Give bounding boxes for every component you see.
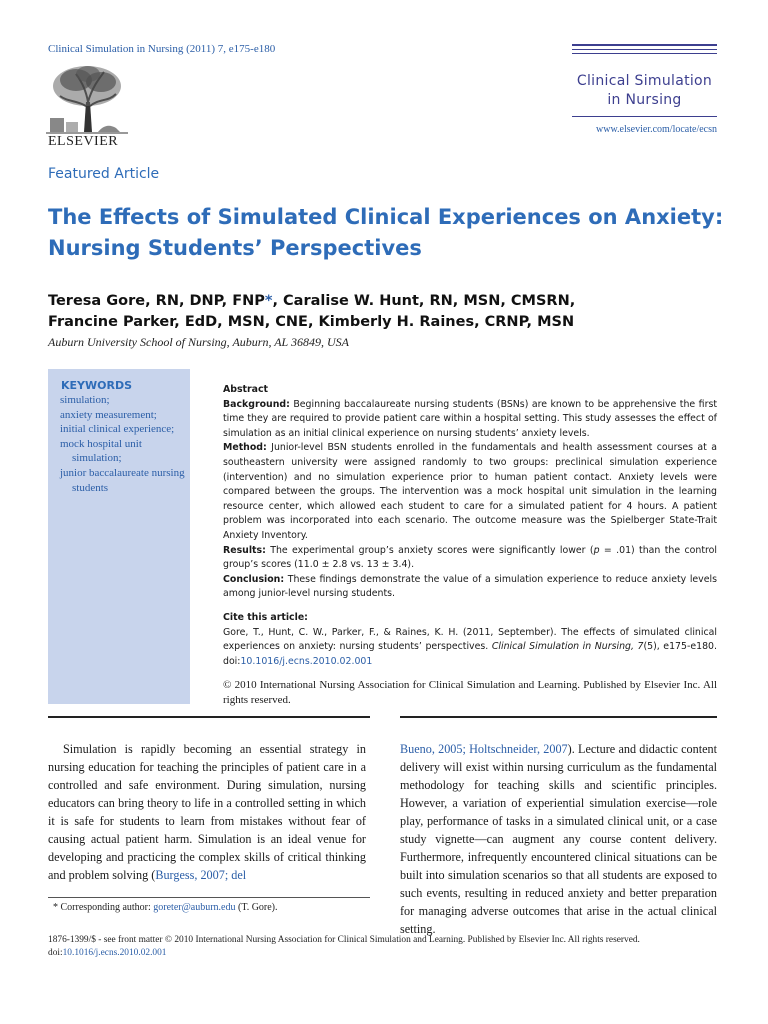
journal-brand-line2: in Nursing [607, 92, 682, 108]
keywords-heading: KEYWORDS [61, 379, 133, 392]
citation-text: Gore, T., Hunt, C. W., Parker, F., & Raines, K. H. (2011, September). The effects of simulated clinical experiences on anxiety: nursing students’ perspectives. [223, 626, 717, 653]
footnote-text: (T. Gore). [235, 902, 278, 913]
publisher-name: ELSEVIER [48, 134, 119, 149]
doi-prefix: doi: [48, 948, 63, 958]
reference-link[interactable]: Bueno, 2005; Holtschneider, 2007 [400, 742, 568, 756]
section-label: Background: [223, 398, 290, 410]
section-text: These findings demonstrate the value of a simulation experience to reduce anxiety levels among junior-level nursing students. [223, 573, 717, 600]
author-line: Francine Parker, EdD, MSN, CNE, Kimberly H. Raines, CRNP, MSN [48, 314, 575, 330]
body-column-right [400, 740, 717, 938]
abstract-heading: Abstract [223, 384, 269, 395]
elsevier-tree-logo [46, 62, 128, 134]
citation-text: (5), e175-e180. doi: [223, 641, 717, 667]
abstract-results [223, 544, 717, 573]
section-label: Conclusion: [223, 573, 285, 585]
keyword-item[interactable]: simulation; [60, 394, 110, 406]
author-names: , Caralise W. Hunt, RN, MSN, CMSRN, [272, 293, 576, 309]
journal-brand [572, 72, 717, 110]
copyright-notice: © 2010 International Nursing Association for Clinical Simulation and Learning. Published by Elsevier Inc. All rights reserved. [223, 679, 717, 707]
doi-line [48, 947, 728, 960]
keywords-list [60, 393, 188, 495]
affiliation: Auburn University School of Nursing, Auburn, AL 36849, USA [48, 335, 350, 349]
section-text: The experimental group’s anxiety scores were significantly lower ( [265, 544, 594, 556]
section-divider [400, 716, 717, 718]
brand-rule [572, 116, 717, 117]
reference-link[interactable]: Burgess, 2007; del [155, 868, 247, 882]
section-divider [48, 716, 370, 718]
body-text: ). Lecture and didactic content delivery will exist within nursing curriculum as the fundamental methodology for teaching skills and scientific principles. However, a variation of experiential simulation exercise—role play, performance of tasks in a simulated clinical unit, or a case study vignette—can augment any course content delivery. Furthermore, infrequently encountered clinical situations can be built into simulation scenarios so that all students are exposed to such events, resulting in reduced anxiety and better preparation for managing adverse outcomes that arise in the actual clinical setting. [400, 742, 717, 936]
brand-rule [572, 53, 717, 54]
abstract-method [223, 441, 717, 543]
corresponding-author-link[interactable]: * [264, 293, 273, 309]
footnote-divider [48, 897, 370, 898]
abstract-background [223, 398, 717, 442]
email-link[interactable]: goreter@auburn.edu [153, 902, 236, 913]
section-text: Beginning baccalaureate nursing students (BSNs) are known to be apprehensive the first time they are required to provide patient care within a hospital setting. This study assesses the effect of simulation as an initial clinical experience on nursing students’ anxiety levels. [223, 398, 717, 439]
author-list [48, 291, 728, 333]
keyword-item[interactable]: mock hospital unit simulation; [60, 437, 142, 465]
section-text: = .01) than the control group’s scores (11.0 ± 2.8 vs. 13 ± 3.4). [223, 544, 717, 571]
brand-rule [572, 49, 717, 50]
p-symbol: p [593, 544, 600, 556]
section-label: Method: [223, 442, 267, 454]
author-name: Teresa Gore, RN, DNP, FNP [48, 293, 265, 309]
corresponding-author-footnote [53, 902, 278, 913]
brand-rule [572, 44, 717, 46]
footnote-text: * Corresponding author: [53, 902, 154, 913]
citation-journal: Clinical Simulation in Nursing, 7 [491, 641, 644, 653]
title-line: Nursing Students’ Perspectives [48, 236, 422, 260]
keyword-item[interactable]: anxiety measurement; [60, 408, 157, 421]
abstract-conclusion [223, 573, 717, 602]
journal-url-link[interactable]: www.elsevier.com/locate/ecsn [596, 124, 717, 135]
front-matter-line: 1876-1399/$ - see front matter © 2010 International Nursing Association for Clinical Simulation and Learning. Published by Elsevier Inc. All rights reserved. [48, 935, 640, 945]
journal-reference-link[interactable]: Clinical Simulation in Nursing (2011) 7, e175-e180 [48, 43, 276, 55]
footer-doi-link[interactable]: 10.1016/j.ecns.2010.02.001 [62, 948, 167, 958]
page-footer [48, 934, 728, 960]
keyword-item[interactable]: junior baccalaureate nursing students [60, 466, 185, 494]
body-text: Simulation is rapidly becoming an essential strategy in nursing education for teaching the principles of patient care in a controlled and safe environment. During simulation, nursing educators can bring theory to life in a controlled setting in which it is safe for students to learn from mistakes without fear of causing actual patient harm. Simulation is an ideal venue for developing and practicing the complex skills of critical thinking and problem solving ( [48, 742, 366, 882]
keyword-item[interactable]: initial clinical experience; [60, 423, 175, 436]
section-text: Junior-level BSN students enrolled in the fundamentals and health assessment courses at a southeastern university were assigned randomly to two groups: preclinical simulation experience (intervention) and no simulation experience prior to human patient contact. Anxiety levels were compared between the groups. The intervention was a mock hospital unit simulation in the learning resource center, which allowed each student to care for a simulated patient for 4 hours. A patient problem was incorporated into each scenario. The outcome measure was the Spielberger State-Trait Anxiety Inventory. [223, 442, 717, 541]
abstract [223, 383, 717, 708]
cite-heading: Cite this article: [223, 611, 308, 623]
article-title [48, 202, 728, 264]
journal-brand-line1: Clinical Simulation [576, 73, 713, 89]
doi-link[interactable]: 10.1016/j.ecns.2010.02.001 [240, 655, 373, 667]
author-line [48, 291, 728, 312]
title-line: The Effects of Simulated Clinical Experiences on Anxiety: [48, 205, 724, 229]
body-column-left [48, 740, 366, 884]
article-type: Featured Article [48, 166, 160, 182]
citation [223, 626, 717, 670]
section-label: Results: [223, 544, 266, 556]
